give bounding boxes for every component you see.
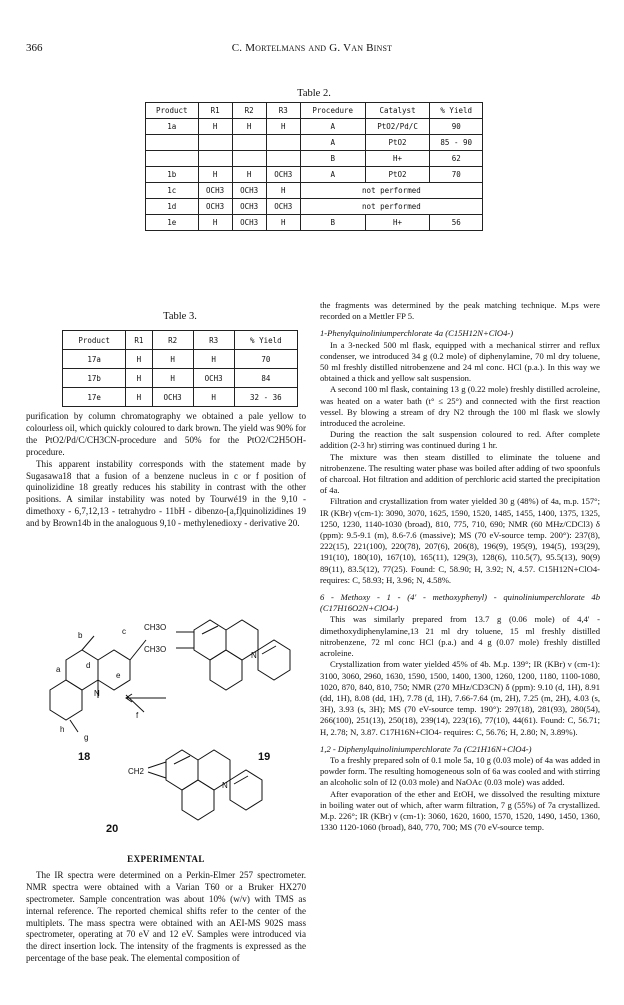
table-cell: 1e: [146, 215, 199, 231]
methoxy-group: CH3O: [144, 623, 167, 632]
table-cell: 17a: [63, 350, 126, 369]
table-cell: 32 - 36: [234, 388, 297, 407]
table-row: [146, 183, 483, 199]
column-header: R3: [193, 331, 234, 350]
table-cell: not performed: [300, 183, 482, 199]
table-cell: H: [198, 215, 232, 231]
table-cell: A: [300, 167, 365, 183]
table-cell: 1c: [146, 183, 199, 199]
ring-letter: a: [56, 665, 61, 674]
paragraph: This apparent instability corresponds with the statement made by Sugasawa18 that a fusion of a benzene nucleus in c or f position of quinolizidine 18 greatly reduces his stability in contrast with the other positions. A similar instability was noted by Tourwé19 in the 9,10 - dimethoxy - 6,7,12,13 - tetrahydro - 11bH - dibenzo-[a,f]quinolizidines 19 and by Brown14b in the analoguous 9,10 - methylenedioxy - derivative 20.: [26, 458, 306, 529]
table-cell: OCH3: [198, 199, 232, 215]
page-number: 366: [26, 42, 43, 54]
page-header: [26, 42, 598, 58]
table-cell: [266, 151, 300, 167]
table-cell: 70: [430, 167, 483, 183]
paragraph: The mixture was then steam distilled to eliminate the toluene and nitrobenzene. The resulting water phase was boiled after adding of two spoonfuls of charcoal. Hot filtration and addition of perchloric acid started the precipitation of 4a.: [320, 451, 600, 496]
table-cell: H: [232, 119, 266, 135]
table-cell: H: [126, 350, 152, 369]
table-cell: OCH3: [266, 167, 300, 183]
table-row: [146, 119, 483, 135]
table-cell: H: [266, 215, 300, 231]
column-header: R1: [126, 331, 152, 350]
table-cell: H: [198, 167, 232, 183]
table-cell: 1b: [146, 167, 199, 183]
compound-label-20: 20: [106, 823, 119, 835]
table-cell: B: [300, 215, 365, 231]
table3-caption: Table 3.: [163, 311, 197, 322]
table-cell: OCH3: [232, 215, 266, 231]
table-cell: B: [300, 151, 365, 167]
column-header: Product: [63, 331, 126, 350]
paragraph: To a freshly prepared soln of 0.1 mole 5a, 10 g (0.03 mole) of 4a was added in powder form. The resulting homogeneous soln of 6a was cooled and with stirring an alcoholic soln of I2 (0.03 mole) and NaOAc (0.03 mole) was added.: [320, 754, 600, 788]
paragraph: Crystallization from water yielded 45% of 4b. M.p. 139°; IR (KBr) ν (cm-1): 3100, 3060, 2960, 1630, 1590, 1500, 1400, 1300, 1260, 1200, 1180, 1100-1080, 1020, 870, 840, 810, 750; NMR (270 MHz/CD3CN) δ (ppm): 9.10 (d, 1H), 8.91 (dd, 1H), 8.08 (dd, 1H), 7.78 (d, 1H), 7.66-7.64 (m, 2H), 7.25 (m, 2H), 4.03 (s, 3H), 3.93 (s, 3H); MS (70 eV-source temp. 190°): 297(18), 281(93), 280(54), 266(100), 251(13), 250(18), 239(14), 223(16), 77(10), 44(61). Found: C, 56.71; H, 2.78; N, 3.87. C17H16N+ClO4- requires: C, 56.76; H, 2.80; N, 3.89%).: [320, 659, 600, 737]
table-cell: H: [126, 369, 152, 388]
table-cell: 84: [234, 369, 297, 388]
column-header: R1: [198, 103, 232, 119]
table-cell: 56: [430, 215, 483, 231]
structure-18: [50, 636, 146, 732]
column-header: Catalyst: [365, 103, 430, 119]
column-header: Product: [146, 103, 199, 119]
table-cell: 90: [430, 119, 483, 135]
ring-letter: g: [84, 733, 89, 742]
table-cell: OCH3: [198, 183, 232, 199]
table-cell: 62: [430, 151, 483, 167]
table-cell: PtO2: [365, 135, 430, 151]
table-row: [146, 151, 483, 167]
table-cell: H: [152, 369, 193, 388]
column-header: R2: [152, 331, 193, 350]
paragraph: Filtration and crystallization from water yielded 30 g (48%) of 4a, m.p. 157°; IR (KBr) ν(cm-1): 3090, 3070, 1625, 1590, 1520, 1485, 1455, 1400, 1375, 1325, 1250, 1230, 1140-1030 (broad), 810, 775, 710, 690; NMR (60 MHz/CDCl3) δ (ppm): 9.5-9.1 (m), 8.6-7.6 (massive); MS (70 eV-source temp. 200°): 237(8), 222(15), 221(100), 220(78), 207(6), 206(8), 196(9), 195(9), 194(5), 193(29), 191(10), 180(10), 167(10), 165(11), 129(3), 128(6), 110.5(7), 95.5(13), 90(9) 89(11), 83.5(12), 77(25). Found: C, 58.90; H, 3.92; N, 4.57. C15H12N+ClO4- requires: C, 58.93; H, 3.96; N, 4.58%.: [320, 496, 600, 585]
paragraph: After evaporation of the ether and EtOH, we dissolved the resulting mixture in boiling water out of which, after warm filtration, 7 g (55%) of 7a crystallized. M.p. 226°; IR (KBr) ν (cm-1): 3060, 1620, 1600, 1570, 1520, 1490, 1450, 1360, 1330 1120-1060 (broad), 840, 770, 700; MS (70 eV-source temp.: [320, 788, 600, 833]
table-cell: OCH3: [232, 199, 266, 215]
table-cell: H: [266, 119, 300, 135]
table-cell: 70: [234, 350, 297, 369]
paragraph: purification by column chromatography we obtained a pale yellow to colourless oil, which quickly coloured to dark brown. The yield was 90% for the PtO2/Pd/C/CH3CN-procedure and 50% for the PtO2/C2H5OH-procedure.: [26, 411, 306, 457]
table-cell: OCH3: [152, 388, 193, 407]
table-cell: [266, 135, 300, 151]
column-header: % Yield: [430, 103, 483, 119]
table-cell: A: [300, 119, 365, 135]
structure-19: [176, 620, 290, 690]
nitrogen-atom: N: [94, 689, 100, 698]
ring-letter: d: [86, 661, 91, 670]
table-row: [146, 135, 483, 151]
experimental-heading: EXPERIMENTAL: [127, 854, 205, 864]
table-cell: 85 - 90: [430, 135, 483, 151]
table-cell: [146, 151, 199, 167]
paragraph: During the reaction the salt suspension coloured to red. After complete addition (2-3 hr) stirring was continued during 1 hr.: [320, 429, 600, 451]
right-column-text: [320, 300, 600, 833]
table-cell: 17b: [63, 369, 126, 388]
table-row: [63, 369, 298, 388]
table-cell: [232, 135, 266, 151]
left-column-text: [26, 411, 306, 530]
table-row: [63, 388, 298, 407]
column-header: R2: [232, 103, 266, 119]
compound-heading: 1-Phenylquinoliniumperchlorate 4a (C15H12N+ClO4-): [320, 328, 514, 339]
table-cell: H: [232, 167, 266, 183]
table-cell: H: [193, 388, 234, 407]
table-2: [145, 102, 483, 231]
table-row: [146, 199, 483, 215]
ring-letter: h: [60, 725, 65, 734]
table-cell: H+: [365, 151, 430, 167]
chemical-structures: [26, 600, 306, 840]
structure-20: [148, 750, 262, 820]
table-cell: PtO2/Pd/C: [365, 119, 430, 135]
table-cell: A: [300, 135, 365, 151]
methylene-group: CH2: [128, 767, 145, 776]
compound-label-19: 19: [258, 751, 271, 763]
table-row: [146, 215, 483, 231]
compound-heading: 1,2 - Diphenylquinoliniumperchlorate 7a (C21H16N+ClO4-): [320, 743, 532, 754]
ring-letter: e: [116, 671, 121, 680]
table-cell: H: [126, 388, 152, 407]
paragraph: A second 100 ml flask, containing 13 g (0.22 mole) freshly distilled acroleine, was heated on a water bath (t° ≤ 25°) and connected with the first reaction vessel. By blowing a stream of dry N2 through the 100 ml flask we slowly introduced the acroleine.: [320, 384, 600, 429]
paragraph: The IR spectra were determined on a Perkin-Elmer 257 spectrometer. NMR spectra were obtained with a Varian T60 or a Bruker HX270 spectrometer. Sample concentration was about 10% (w/v) with TMS as internal reference. The reported chemical shifts refer to the center of the multiplets. The mass spectra were obtained with an AEI-MS 902S mass spectrometer, operating at 70 eV and 12 eV. Samples were introduced via the direct insertion lock. The intensity of the fragments is expressed as the percentage of the base peak. The elemental composition of: [26, 869, 306, 964]
table-cell: H+: [365, 215, 430, 231]
column-header: Procedure: [300, 103, 365, 119]
table-cell: H: [193, 350, 234, 369]
table-3: [62, 330, 298, 407]
table-cell: [232, 151, 266, 167]
table-cell: OCH3: [193, 369, 234, 388]
ring-letter: c: [122, 627, 126, 636]
table-cell: H: [152, 350, 193, 369]
running-authors: C. Mortelmans and G. Van Binst: [231, 42, 393, 54]
table-cell: [198, 135, 232, 151]
methoxy-group: CH3O: [144, 645, 167, 654]
table2-caption: Table 2.: [297, 88, 331, 99]
experimental-section: [26, 848, 306, 965]
ring-letter: b: [78, 631, 83, 640]
table-cell: H: [198, 119, 232, 135]
table-row: [63, 350, 298, 369]
compound-label-18: 18: [78, 751, 91, 763]
table-cell: H: [266, 183, 300, 199]
table-cell: [198, 151, 232, 167]
column-header: R3: [266, 103, 300, 119]
table-cell: 17e: [63, 388, 126, 407]
paragraph: the fragments was determined by the peak matching technique. M.ps were recorded on a Mettler FP 5.: [320, 300, 600, 322]
table-cell: not performed: [300, 199, 482, 215]
table-cell: [146, 135, 199, 151]
compound-heading: 6 - Methoxy - 1 - (4' - methoxyphenyl) - quinoliniumperchlorate 4b (C17H16O2N+ClO4-): [320, 592, 600, 614]
table-cell: OCH3: [232, 183, 266, 199]
ring-letter: f: [136, 711, 139, 720]
column-header: % Yield: [234, 331, 297, 350]
table-cell: 1a: [146, 119, 199, 135]
table-row: [146, 167, 483, 183]
nitrogen-atom: N: [222, 781, 228, 790]
nitrogen-atom: N: [251, 651, 257, 660]
paragraph: In a 3-necked 500 ml flask, equipped with a mechanical stirrer and reflux condenser, we introduced 34 g (0.2 mole) of diphenylamine, 70 ml dry toluene, 50 ml freshly distilled nitrobenzene and 24 ml conc. HCl (p.a.). In this way we obtained a thick and yellow salt suspension.: [320, 339, 600, 384]
table-cell: OCH3: [266, 199, 300, 215]
table-cell: 1d: [146, 199, 199, 215]
table-cell: PtO2: [365, 167, 430, 183]
paragraph: This was similarly prepared from 13.7 g (0.06 mole) of 4,4' - dimethoxydiphenylamine,13 21 ml dry toluene, 15 ml freshly distilled nitrobenzene, 72 ml conc HCl (p.a.) and 4 g (0.07 mole) freshly distilled acroleine.: [320, 614, 600, 659]
